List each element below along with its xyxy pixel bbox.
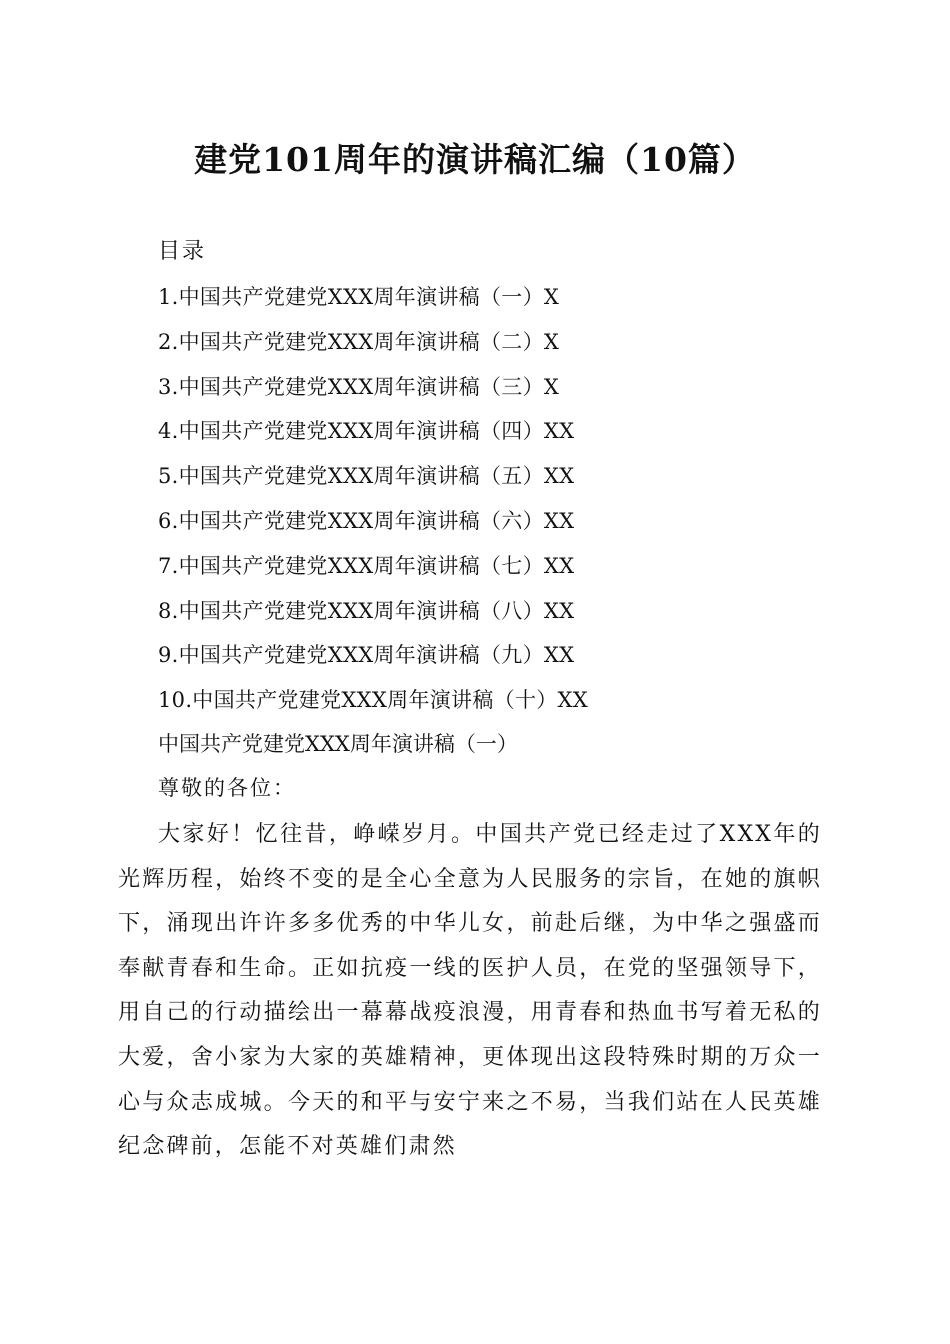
toc-item: 3.中国共产党建党XXX周年演讲稿（三）X [158, 374, 560, 399]
table-of-contents [158, 277, 588, 725]
document-title: 建党101周年的演讲稿汇编（10篇） [194, 140, 756, 179]
body-paragraph: 大家好！忆往昔，峥嵘岁月。中国共产党已经走过了XXX年的光辉历程，始终不变的是全心全意为人民服务的宗旨，在她的旗帜下，涌现出许许多多优秀的中华儿女，前赴后继，为中华之强盛而奉献青春和生命。正如抗疫一线的医护人员，在党的坚强领导下，用自己的行动描绘出一幕幕战疫浪漫，用青春和热血书写着无私的大爱，舍小家为大家的英雄精神，更体现出这段特殊时期的万众一心与众志成城。今天的和平与安宁来之不易，当我们站在人民英雄纪念碑前，怎能不对英雄们肃然 [118, 822, 822, 1160]
toc-item: 1.中国共产党建党XXX周年演讲稿（一）X [158, 285, 560, 309]
greeting: 尊敬的各位： [158, 776, 296, 800]
toc-item: 7.中国共产党建党XXX周年演讲稿（七）XX [158, 553, 575, 578]
toc-heading: 目录 [158, 239, 207, 264]
toc-item: 6.中国共产党建党XXX周年演讲稿（六）XX [158, 508, 575, 533]
section-title: 中国共产党建党XXX周年演讲稿（一） [158, 732, 518, 756]
toc-item: 10.中国共产党建党XXX周年演讲稿（十）XX [158, 688, 589, 713]
toc-item: 8.中国共产党建党XXX周年演讲稿（八）XX [158, 598, 575, 623]
toc-item: 5.中国共产党建党XXX周年演讲稿（五）XX [158, 464, 575, 489]
toc-item: 2.中国共产党建党XXX周年演讲稿（二）X [158, 329, 560, 354]
toc-item: 9.中国共产党建党XXX周年演讲稿（九）XX [158, 643, 575, 668]
toc-item: 4.中国共产党建党XXX周年演讲稿（四）XX [158, 419, 575, 444]
